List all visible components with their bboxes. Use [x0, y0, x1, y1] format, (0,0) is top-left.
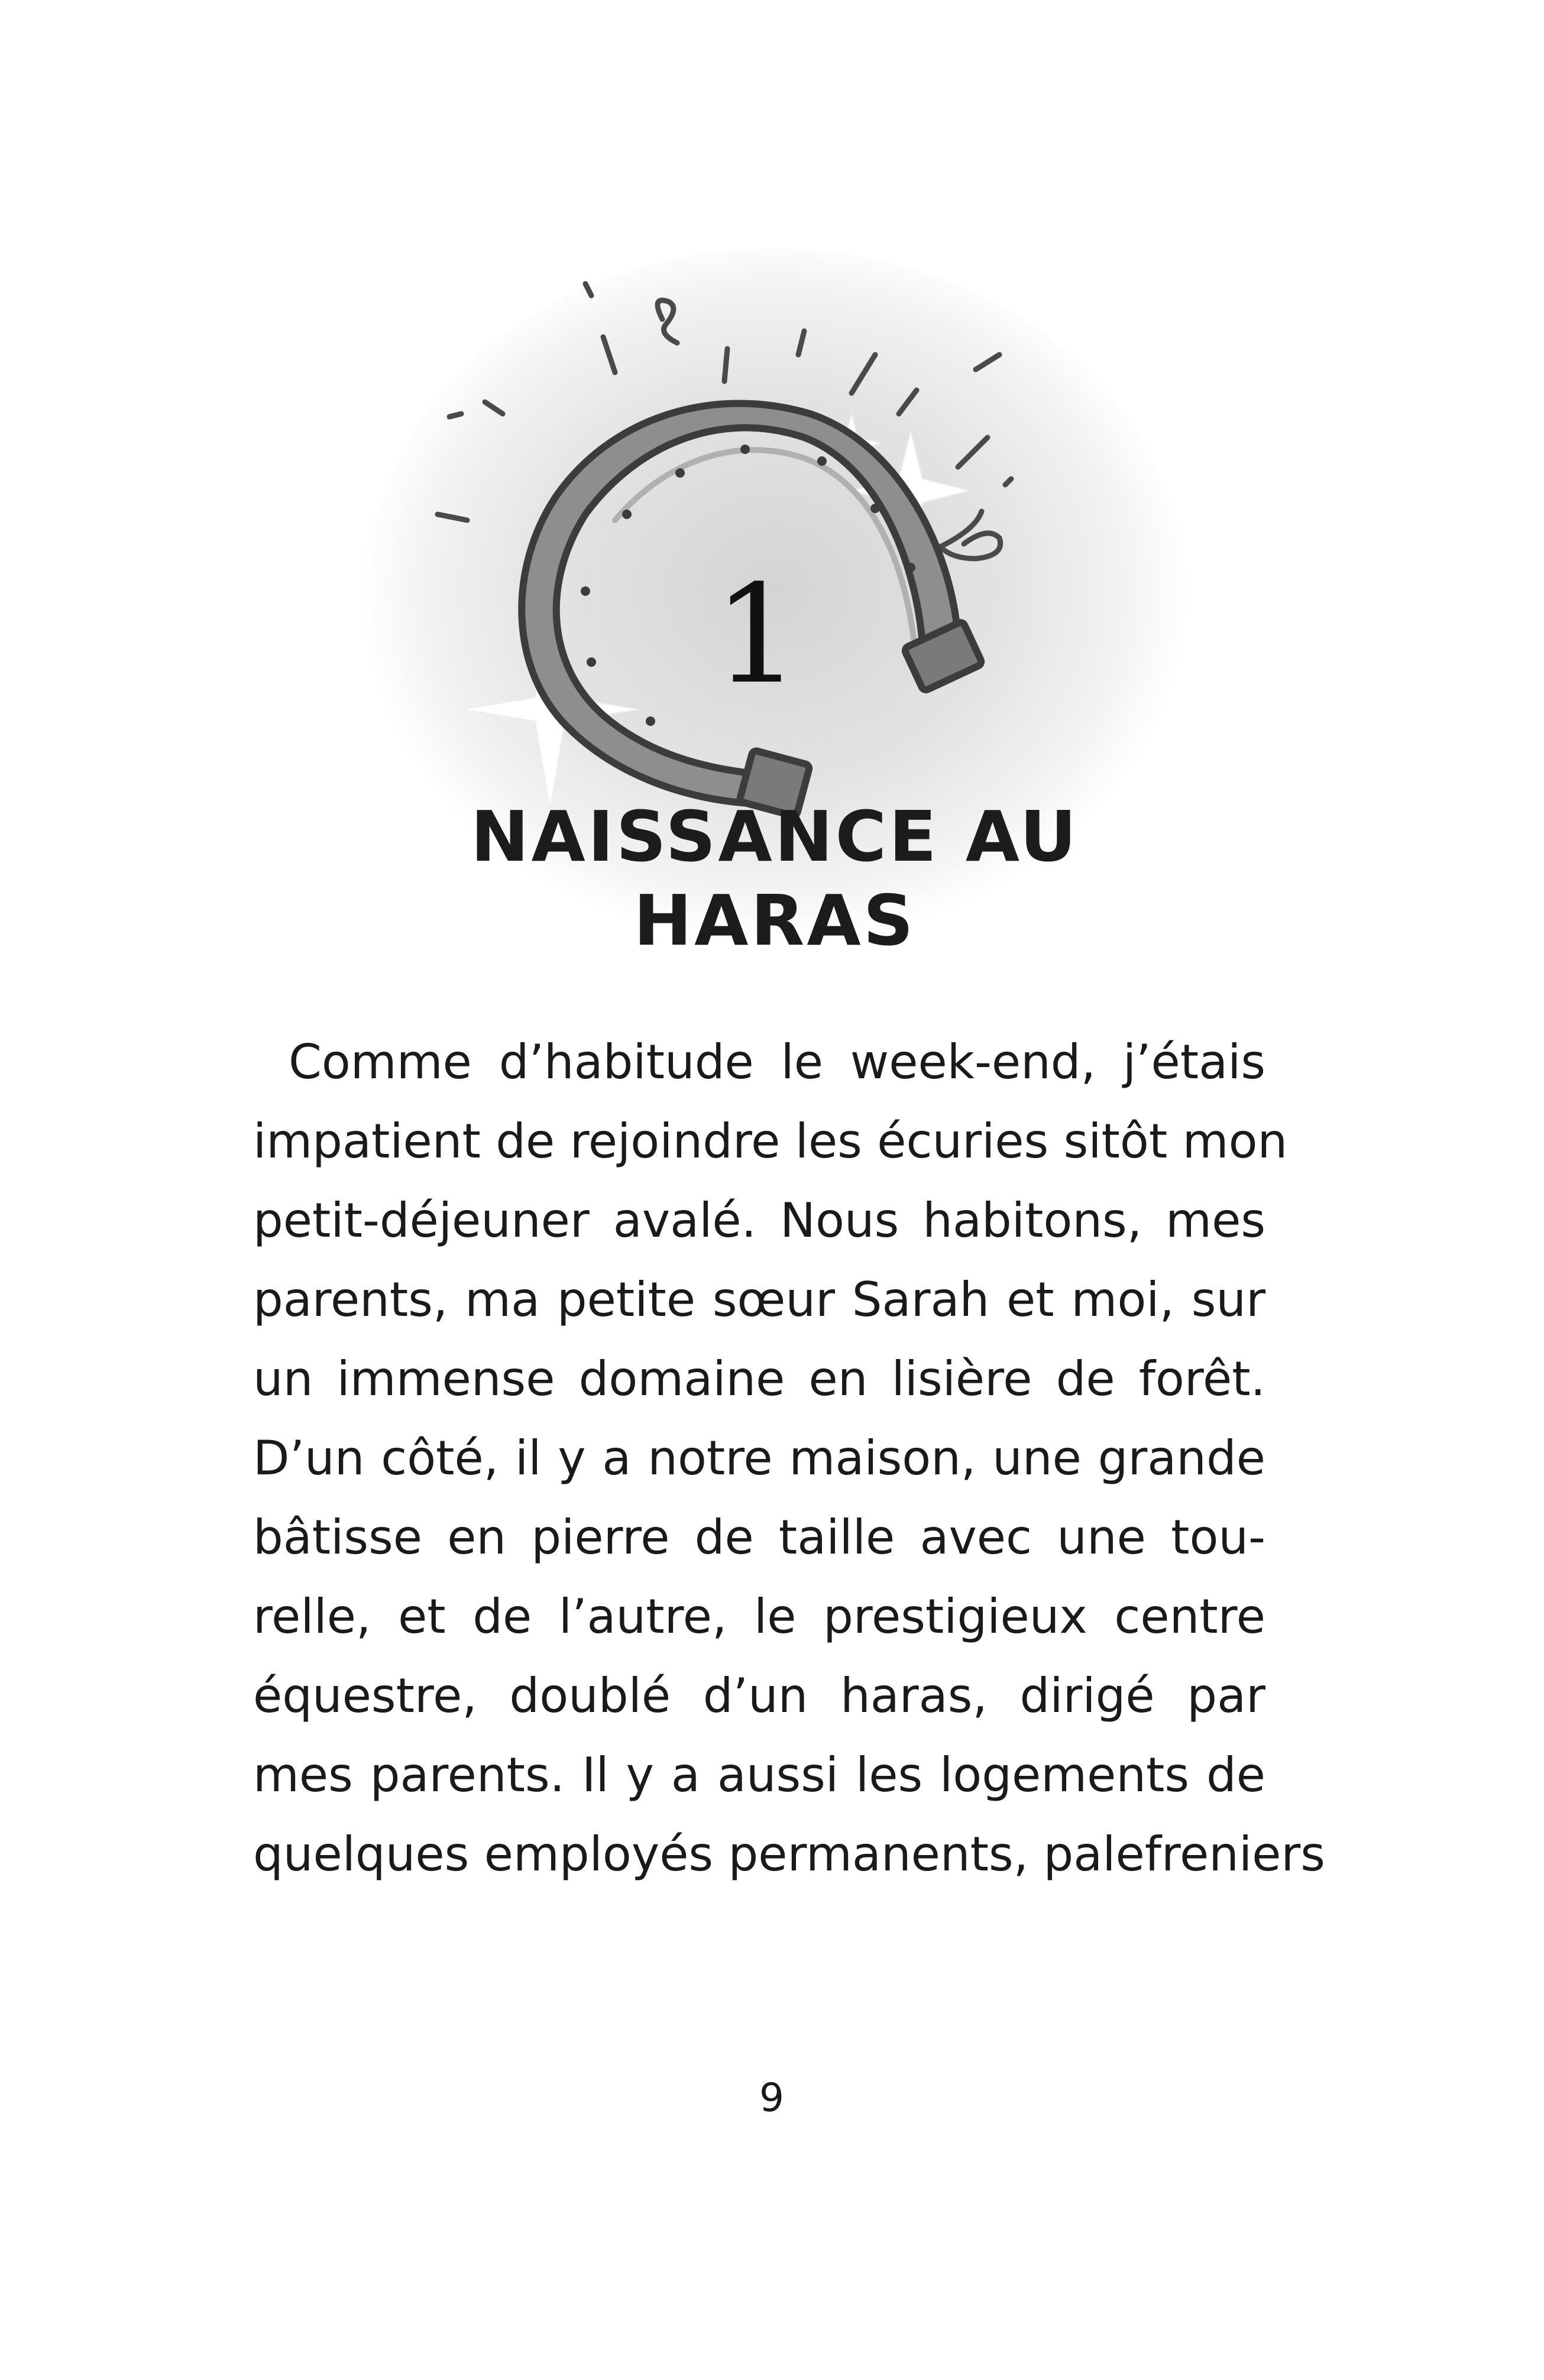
body-text — [253, 1023, 1325, 1894]
text-line: bâtisse en pierre de taille avec une tou- — [253, 1510, 1265, 1565]
chapter-number: 1 — [713, 556, 801, 714]
text-line: mes parents. Il y a aussi les logements de — [253, 1747, 1265, 1802]
page-number: 9 — [759, 2075, 784, 2120]
text-line: relle, et de l’autre, le prestigieux centre — [253, 1589, 1265, 1644]
chapter-title: NAISSANCE AU HARAS — [470, 796, 1079, 961]
text-line: impatient de rejoindre les écuries sitôt mon — [253, 1114, 1288, 1169]
text-line: Comme d’habitude le week-end, j’étais — [289, 1035, 1265, 1090]
text-line: équestre, doublé d’un haras, dirigé par — [253, 1668, 1265, 1723]
text-line: petit-déjeuner avalé. Nous habitons, mes — [253, 1193, 1265, 1248]
text-line: quelques employés permanents, palefreniers — [253, 1827, 1325, 1882]
text-line: un immense domaine en lisière de forêt. — [253, 1351, 1265, 1406]
text-line: D’un côté, il y a notre maison, une grande — [253, 1431, 1265, 1486]
text-line: parents, ma petite sœur Sarah et moi, sur — [253, 1272, 1265, 1327]
